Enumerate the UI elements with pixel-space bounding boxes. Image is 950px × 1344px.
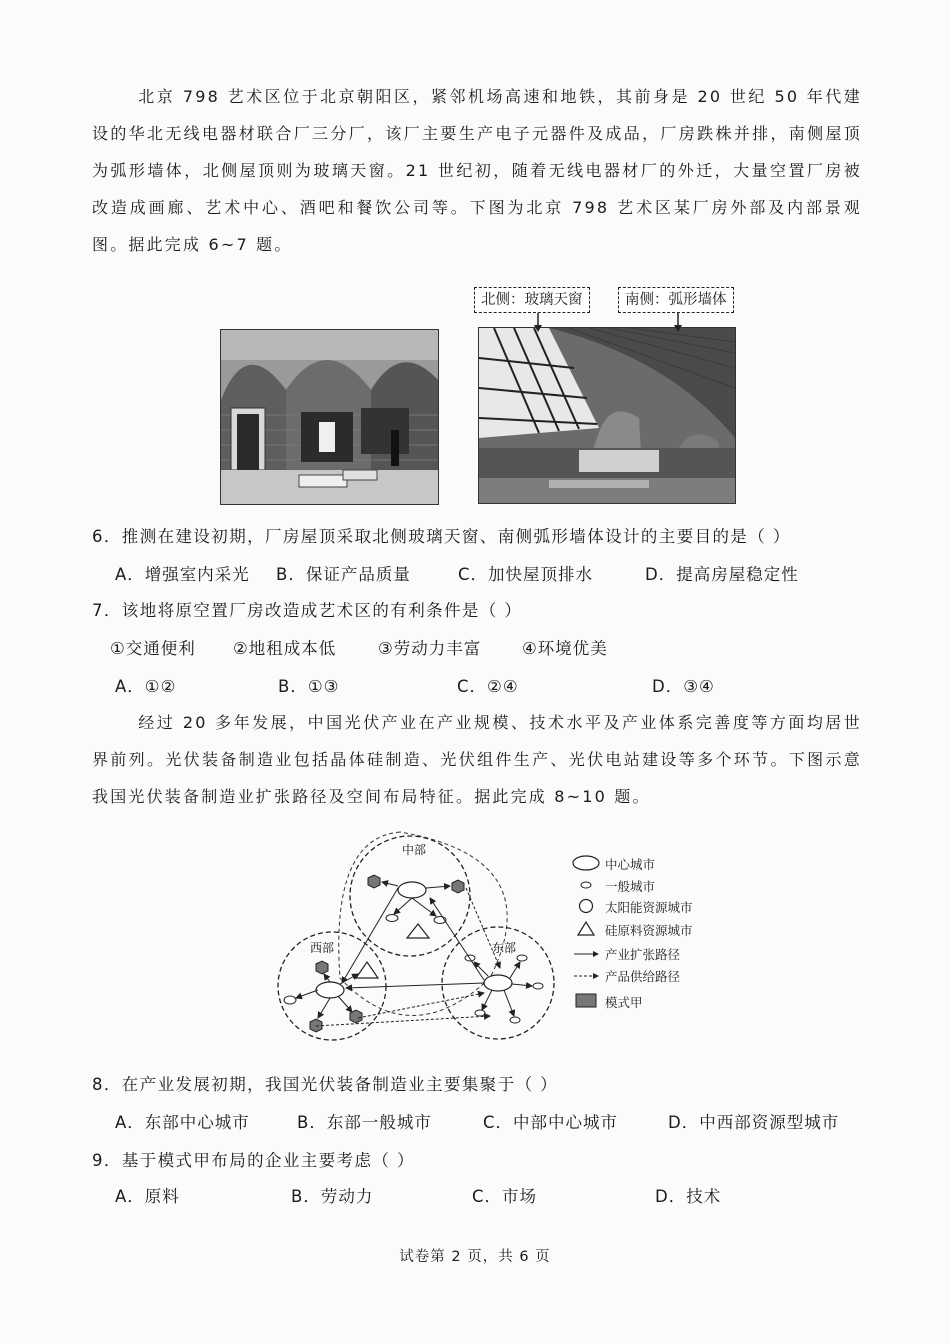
legend-general-city-symbol xyxy=(581,882,591,888)
legend-general-city: 一般城市 xyxy=(605,879,656,894)
legend-central-city-symbol xyxy=(573,856,599,870)
legend-solar-city-symbol xyxy=(580,900,593,913)
region-central-label: 中部 xyxy=(402,843,427,857)
q8-option-d[interactable]: D．中西部资源型城市 xyxy=(668,1113,840,1132)
q7-option-c[interactable]: C．②④ xyxy=(457,677,519,696)
passage-2-text: 经过 20 多年发展，中国光伏产业在产业规模、技术水平及产业体系完善度等方面均居世界前列。光伏装备制造业包括晶体硅制造、光伏组件生产、光伏电站建设等多个环节。下图示意我国光伏装备制造业扩张路径及空间布局特征。据此完成 8~10 题。 xyxy=(92,713,862,806)
q6-option-d[interactable]: D．提高房屋稳定性 xyxy=(645,565,799,584)
passage-2 xyxy=(92,704,862,815)
page-footer: 试卷第 2 页，共 6 页 xyxy=(399,1249,551,1265)
passage-1-text: 北京 798 艺术区位于北京朝阳区，紧邻机场高速和地铁，其前身是 20 世纪 50 年代建设的华北无线电器材联合厂三分厂，该厂主要生产电子元器件及成品，厂房跌株并排，南侧屋顶为弧形墙体，北侧屋顶则为玻璃天窗。21 世纪初，随着无线电器材厂的外迁，大量空置厂房被改造成画廊、艺术中心、酒吧和餐饮公司等。下图为北京 798 艺术区某厂房外部及内部景观图。据此完成 6~7 题。 xyxy=(92,87,862,254)
question-9-stem: 9．基于模式甲布局的企业主要考虑（ ） xyxy=(92,1151,415,1170)
legend-expansion-path: 产业扩张路径 xyxy=(605,947,681,962)
q8-option-a[interactable]: A．东部中心城市 xyxy=(115,1113,250,1132)
diagram-legend-symbols xyxy=(570,853,604,1013)
q6-option-a[interactable]: A．增强室内采光 xyxy=(115,565,250,584)
pv-industry-diagram xyxy=(270,828,570,1060)
region-west-label: 西部 xyxy=(310,941,335,955)
q9-option-d[interactable]: D．技术 xyxy=(655,1187,722,1206)
passage-1 xyxy=(92,78,862,263)
legend-solar-resource-city: 太阳能资源城市 xyxy=(605,900,693,915)
callout-south-curved-wall: 南侧：弧形墙体 xyxy=(618,287,734,313)
legend-silicon-resource-city: 硅原料资源城市 xyxy=(605,923,693,938)
callout-arrows xyxy=(470,300,750,340)
legend-mode-a-symbol xyxy=(576,994,596,1007)
factory-interior-photo xyxy=(478,327,736,504)
q8-option-c[interactable]: C．中部中心城市 xyxy=(483,1113,619,1132)
q9-option-c[interactable]: C．市场 xyxy=(472,1187,538,1206)
legend-supply-path: 产品供给路径 xyxy=(605,969,681,984)
q7-option-a[interactable]: A．①② xyxy=(115,677,177,696)
legend-silicon-city-symbol xyxy=(578,922,594,935)
region-east-label: 东部 xyxy=(492,941,517,955)
q7-item-2: ②地租成本低 xyxy=(233,639,337,658)
q7-item-4: ④环境优美 xyxy=(522,639,608,658)
question-8-stem: 8．在产业发展初期，我国光伏装备制造业主要集聚于（ ） xyxy=(92,1075,559,1094)
question-7-stem: 7．该地将原空置厂房改造成艺术区的有利条件是（ ） xyxy=(92,601,523,620)
q9-option-a[interactable]: A．原料 xyxy=(115,1187,180,1206)
q7-option-d[interactable]: D．③④ xyxy=(652,677,715,696)
legend-central-city: 中心城市 xyxy=(605,857,656,872)
q7-option-b[interactable]: B．①③ xyxy=(278,677,340,696)
legend-mode-a: 模式甲 xyxy=(605,995,643,1010)
q9-option-b[interactable]: B．劳动力 xyxy=(291,1187,374,1206)
q6-option-c[interactable]: C．加快屋顶排水 xyxy=(458,565,594,584)
q8-option-b[interactable]: B．东部一般城市 xyxy=(297,1113,432,1132)
callout-north-glass-skylight: 北侧：玻璃天窗 xyxy=(474,287,590,313)
factory-exterior-photo xyxy=(220,329,439,505)
q7-item-3: ③劳动力丰富 xyxy=(378,639,482,658)
q6-option-b[interactable]: B．保证产品质量 xyxy=(276,565,411,584)
q7-item-1: ①交通便利 xyxy=(110,639,196,658)
question-6-stem: 6．推测在建设初期，厂房屋顶采取北侧玻璃天窗、南侧弧形墙体设计的主要目的是（ ） xyxy=(92,527,791,546)
